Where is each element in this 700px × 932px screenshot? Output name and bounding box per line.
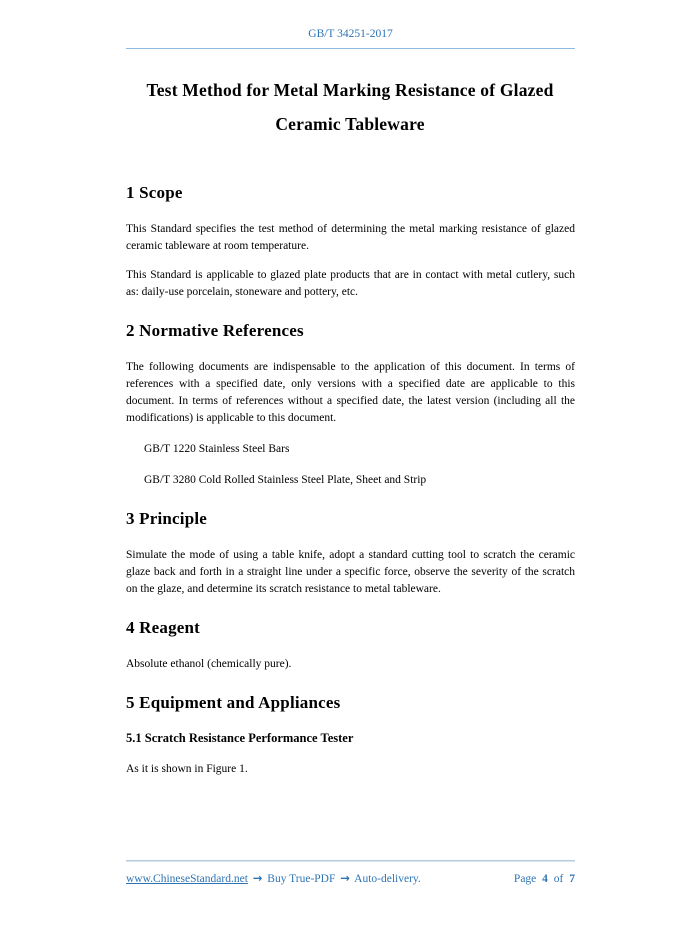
header-rule: [126, 48, 575, 49]
section-reagent: [126, 618, 575, 673]
document-body: [126, 183, 575, 778]
document-title-line-1: Test Method for Metal Marking Resistance of Glazed: [146, 80, 554, 100]
footer-rule: [126, 860, 575, 862]
standard-number: GB/T 34251-2017: [308, 28, 393, 40]
section-equipment: [126, 693, 575, 778]
section-heading-principle: 3 Principle: [126, 509, 208, 528]
paragraph-equipment: As it is shown in Figure 1.: [126, 763, 248, 775]
section-principle: [126, 509, 575, 598]
page-word: Page: [513, 873, 537, 885]
document-title: [126, 73, 574, 141]
footer-buy-text: Buy True-PDF: [267, 873, 336, 885]
page-indicator: [514, 873, 575, 885]
paragraph-reagent: Absolute ethanol (chemically pure).: [126, 658, 292, 670]
document-title-line-2: Ceramic Tableware: [275, 114, 425, 134]
paragraph-principle: Simulate the mode of using a table knife, adopt a standard cutting tool to scratch the ceramic glaze back and forth in a straight line under a specific force, observe the severity of the scratch on the glaze, and determine its scratch resistance to metal tableware.: [126, 549, 575, 595]
section-heading-equipment: 5 Equipment and Appliances: [126, 693, 341, 712]
paragraph-scope-1: This Standard specifies the test method of determining the metal marking resistance of glazed ceramic tableware at room temperature.: [126, 223, 575, 252]
of-word: of: [553, 873, 564, 885]
page-number-total: 7: [569, 873, 575, 885]
section-scope: [126, 183, 575, 301]
footer-promo: [126, 871, 421, 885]
reference-item-1: GB/T 1220 Stainless Steel Bars: [144, 443, 290, 455]
website-link[interactable]: www.ChineseStandard.net: [126, 873, 248, 885]
document-page: [0, 26, 700, 932]
page-header: [126, 26, 575, 48]
section-heading-scope: 1 Scope: [126, 183, 183, 202]
page-footer: [126, 860, 575, 885]
section-heading-reagent: 4 Reagent: [126, 618, 201, 637]
footer-row: [126, 871, 575, 885]
paragraph-normative-references: The following documents are indispensable to the application of this document. In terms of references with a specified date, only versions with a specified date are applicable to this document. In terms of references without a specified date, the latest version (including all the modifications) is applicable to this document.: [126, 361, 575, 424]
paragraph-scope-2: This Standard is applicable to glazed plate products that are in contact with metal cutlery, such as: daily-use porcelain, stoneware and pottery, etc.: [126, 269, 575, 298]
reference-item-2: GB/T 3280 Cold Rolled Stainless Steel Plate, Sheet and Strip: [144, 474, 427, 486]
arrow-right-icon: →: [252, 871, 263, 885]
section-normative-references: [126, 321, 575, 489]
subsection-heading-scratch-tester: 5.1 Scratch Resistance Performance Tester: [126, 731, 354, 745]
section-heading-normative-references: 2 Normative References: [126, 321, 304, 340]
page-number-current: 4: [542, 873, 548, 885]
footer-delivery-text: Auto-delivery.: [354, 873, 421, 885]
arrow-right-icon: →: [340, 871, 350, 885]
